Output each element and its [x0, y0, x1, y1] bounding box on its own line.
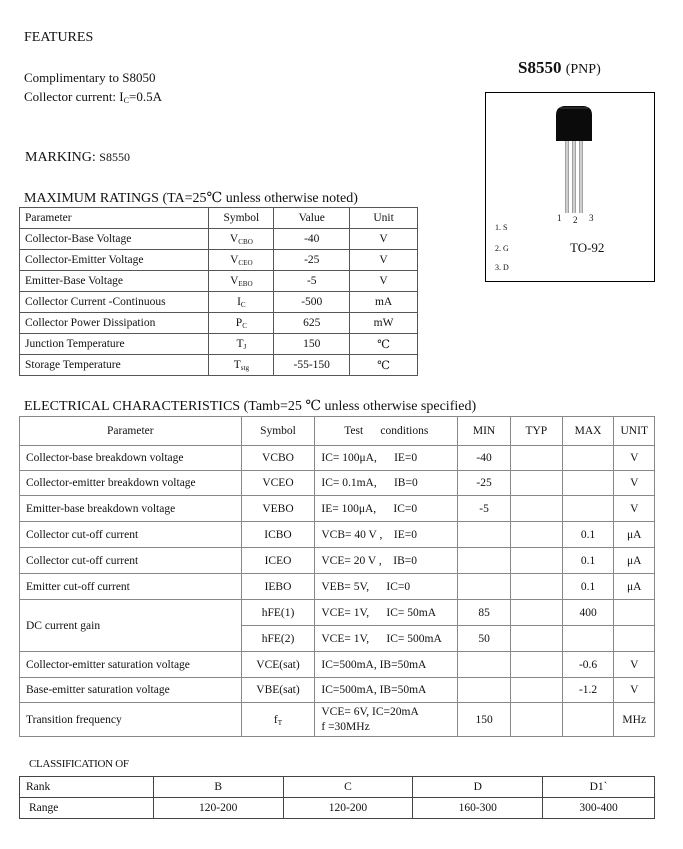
- table-row: [20, 229, 418, 250]
- unit: V: [350, 229, 418, 250]
- header-parameter: Parameter: [20, 417, 242, 446]
- param: Collector-emitter breakdown voltage: [20, 471, 242, 496]
- pin-number-3: 3: [589, 213, 594, 223]
- header-typ: TYP: [510, 417, 562, 446]
- table-row: [20, 292, 418, 313]
- symbol: ICEO: [241, 548, 315, 574]
- header-test-conditions: Test conditions: [315, 417, 458, 446]
- param: Collector cut-off current: [20, 522, 242, 548]
- features-title: FEATURES: [24, 30, 94, 45]
- typ: [510, 471, 562, 496]
- pin-label-3: 3. D: [495, 263, 509, 272]
- table-row: [20, 703, 655, 737]
- max: -1.2: [562, 678, 614, 703]
- symbol: VCBO: [241, 446, 315, 471]
- conditions: VCB= 40 V , IE=0: [315, 522, 458, 548]
- typ: [510, 548, 562, 574]
- min: [458, 574, 511, 600]
- max: 0.1: [562, 548, 614, 574]
- conditions: VCE= 20 V , IB=0: [315, 548, 458, 574]
- part-title: S8550 (PNP): [518, 58, 601, 77]
- symbol: ICBO: [241, 522, 315, 548]
- marking: MARKING: S8550: [25, 150, 130, 165]
- param: Junction Temperature: [20, 334, 209, 355]
- conditions: VCE= 6V, IC=20mA f =30MHz: [315, 703, 458, 737]
- classification-title: CLASSIFICATION OF: [29, 758, 129, 770]
- param: Transition frequency: [20, 703, 242, 737]
- typ: [510, 522, 562, 548]
- header-symbol: Symbol: [241, 417, 315, 446]
- min: 150: [458, 703, 511, 737]
- table-row: [20, 334, 418, 355]
- max: [562, 446, 614, 471]
- typ: [510, 446, 562, 471]
- header-min: MIN: [458, 417, 511, 446]
- min: -25: [458, 471, 511, 496]
- unit: V: [614, 652, 655, 678]
- table-row: [20, 496, 655, 522]
- table-row: [20, 313, 418, 334]
- param: DC current gain: [20, 600, 242, 652]
- feature-collector-current: Collector current: $I_C=0.5A$: [24, 89, 162, 105]
- pin-label-1: 1. S: [495, 223, 508, 232]
- value: -5: [274, 271, 350, 292]
- unit: V: [614, 678, 655, 703]
- symbol: $T_{stg}$: [209, 355, 274, 376]
- unit: μA: [614, 548, 655, 574]
- typ: [510, 600, 562, 626]
- lead-3: [579, 135, 583, 213]
- min: [458, 652, 511, 678]
- pin-number-2: 2: [573, 215, 578, 225]
- max: -0.6: [562, 652, 614, 678]
- header-unit: Unit: [350, 208, 418, 229]
- symbol: $I_C$: [209, 292, 274, 313]
- symbol: VEBO: [241, 496, 315, 522]
- param: Collector Power Dissipation: [20, 313, 209, 334]
- lead-1: [565, 135, 569, 213]
- range-d: 160-300: [413, 798, 543, 819]
- typ: [510, 678, 562, 703]
- table-row: [20, 678, 655, 703]
- elec-char-table: [19, 416, 655, 737]
- table-row: [20, 652, 655, 678]
- unit: V: [614, 471, 655, 496]
- max: [562, 703, 614, 737]
- symbol: IEBO: [241, 574, 315, 600]
- table-row: [20, 548, 655, 574]
- typ: [510, 574, 562, 600]
- symbol: $V_{CBO}$: [209, 229, 274, 250]
- conditions: IC=500mA, IB=50mA: [315, 652, 458, 678]
- table-row: [20, 471, 655, 496]
- conditions: IC=500mA, IB=50mA: [315, 678, 458, 703]
- value: -55-150: [274, 355, 350, 376]
- rank-d1: D1`: [543, 777, 655, 798]
- min: [458, 548, 511, 574]
- rank-c: C: [283, 777, 413, 798]
- rank-row: [20, 777, 655, 798]
- unit: ℃: [350, 355, 418, 376]
- table-row: [20, 250, 418, 271]
- range-d1: 300-400: [543, 798, 655, 819]
- value: 625: [274, 313, 350, 334]
- table-row: [20, 574, 655, 600]
- unit: V: [614, 446, 655, 471]
- unit: V: [350, 250, 418, 271]
- max: [562, 626, 614, 652]
- pin-label-2: 2. G: [495, 244, 509, 253]
- symbol: VBE(sat): [241, 678, 315, 703]
- min: [458, 678, 511, 703]
- max: 0.1: [562, 574, 614, 600]
- param: Collector-Base Voltage: [20, 229, 209, 250]
- param: Collector cut-off current: [20, 548, 242, 574]
- unit: [614, 600, 655, 626]
- min: 85: [458, 600, 511, 626]
- transistor-body: [556, 106, 592, 141]
- header-parameter: Parameter: [20, 208, 209, 229]
- symbol: $T_J$: [209, 334, 274, 355]
- typ: [510, 652, 562, 678]
- symbol: VCE(sat): [241, 652, 315, 678]
- header-max: MAX: [562, 417, 614, 446]
- max-ratings-table: [19, 207, 418, 376]
- unit: μA: [614, 574, 655, 600]
- param: Emitter-Base Voltage: [20, 271, 209, 292]
- value: 150: [274, 334, 350, 355]
- part-type: (PNP): [565, 62, 601, 77]
- rank-d: D: [413, 777, 543, 798]
- typ: [510, 703, 562, 737]
- symbol: $f_T$: [241, 703, 315, 737]
- marking-value: S8550: [99, 150, 130, 164]
- value: -40: [274, 229, 350, 250]
- unit: mW: [350, 313, 418, 334]
- header-unit: UNIT: [614, 417, 655, 446]
- table-header-row: [20, 417, 655, 446]
- feature-complementary: Complimentary to S8050: [24, 70, 156, 85]
- rank-label: Rank: [20, 777, 154, 798]
- table-row: [20, 446, 655, 471]
- conditions: IE= 100μA, IC=0: [315, 496, 458, 522]
- param: Base-emitter saturation voltage: [20, 678, 242, 703]
- unit: ℃: [350, 334, 418, 355]
- header-value: Value: [274, 208, 350, 229]
- param: Storage Temperature: [20, 355, 209, 376]
- pin-number-1: 1: [557, 213, 562, 223]
- typ: [510, 496, 562, 522]
- symbol: $V_{CEO}$: [209, 250, 274, 271]
- table-row: [20, 271, 418, 292]
- unit: [614, 626, 655, 652]
- range-label: Range: [20, 798, 154, 819]
- symbol: $V_{EBO}$: [209, 271, 274, 292]
- param: Collector-base breakdown voltage: [20, 446, 242, 471]
- symbol: $P_C$: [209, 313, 274, 334]
- elec-char-title: ELECTRICAL CHARACTERISTICS (Tamb=25 ℃ unless otherwise specified): [24, 399, 477, 414]
- param: Emitter cut-off current: [20, 574, 242, 600]
- param: Collector-Emitter Voltage: [20, 250, 209, 271]
- max: [562, 496, 614, 522]
- unit: μA: [614, 522, 655, 548]
- typ: [510, 626, 562, 652]
- range-row: [20, 798, 655, 819]
- unit: V: [614, 496, 655, 522]
- max: 400: [562, 600, 614, 626]
- unit: V: [350, 271, 418, 292]
- symbol: VCEO: [241, 471, 315, 496]
- table-header-row: [20, 208, 418, 229]
- max: 0.1: [562, 522, 614, 548]
- package-diagram: [485, 92, 655, 282]
- table-row: [20, 600, 655, 626]
- symbol: hFE(2): [241, 626, 315, 652]
- rank-b: B: [153, 777, 283, 798]
- min: 50: [458, 626, 511, 652]
- lead-2: [572, 135, 576, 213]
- table-row: [20, 355, 418, 376]
- classification-table: [19, 776, 655, 819]
- max: [562, 471, 614, 496]
- min: -40: [458, 446, 511, 471]
- min: -5: [458, 496, 511, 522]
- max-ratings-title: MAXIMUM RATINGS (TA=25℃ unless otherwise noted): [24, 191, 358, 206]
- conditions: VCE= 1V, IC= 500mA: [315, 626, 458, 652]
- min: [458, 522, 511, 548]
- header-symbol: Symbol: [209, 208, 274, 229]
- symbol: hFE(1): [241, 600, 315, 626]
- unit: mA: [350, 292, 418, 313]
- package-name: TO-92: [570, 240, 605, 255]
- table-row: [20, 522, 655, 548]
- param: Emitter-base breakdown voltage: [20, 496, 242, 522]
- conditions: IC= 100μA, IE=0: [315, 446, 458, 471]
- value: -500: [274, 292, 350, 313]
- range-c: 120-200: [283, 798, 413, 819]
- conditions: IC= 0.1mA, IB=0: [315, 471, 458, 496]
- conditions: VCE= 1V, IC= 50mA: [315, 600, 458, 626]
- range-b: 120-200: [153, 798, 283, 819]
- unit: MHz: [614, 703, 655, 737]
- param: Collector Current -Continuous: [20, 292, 209, 313]
- param: Collector-emitter saturation voltage: [20, 652, 242, 678]
- value: -25: [274, 250, 350, 271]
- conditions: VEB= 5V, IC=0: [315, 574, 458, 600]
